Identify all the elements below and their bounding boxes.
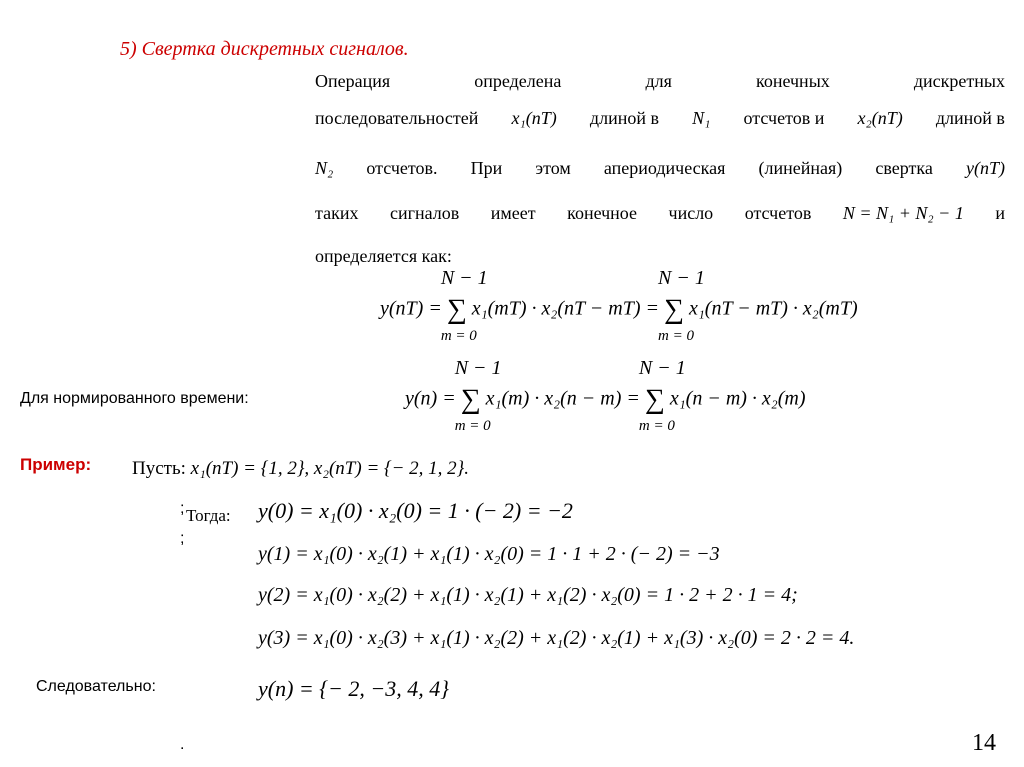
page-number: 14 bbox=[972, 730, 996, 756]
sum-symbol: ∑ N − 1 m = 0 bbox=[440, 267, 488, 344]
sum-symbol: ∑ N − 1 m = 0 bbox=[638, 357, 686, 434]
formula-normalized-term2: x₁(n − m) · x₂(m) bbox=[669, 387, 806, 410]
footer-dot: . bbox=[180, 736, 185, 753]
formula-main bbox=[380, 267, 858, 344]
sum-symbol: ∑ N − 1 m = 0 bbox=[657, 267, 705, 344]
example-eq-1: y(1) = x₁(0) · x₂(1) + x₁(1) · x₂(0) = 1 · 1 + 2 · (− 2) = −3 bbox=[258, 543, 720, 565]
paragraph-line-4: таких сигналов имеет конечное число отсчетов N = N₁ + N₂ − 1 и bbox=[315, 203, 1005, 223]
formula-normalized bbox=[405, 357, 806, 434]
conclusion-expr: y(n) = {− 2, −3, 4, 4} bbox=[258, 676, 450, 701]
sum-symbol: ∑ N − 1 m = 0 bbox=[454, 357, 502, 434]
then-prefix-mark: ; bbox=[180, 500, 185, 517]
example-eq-0: y(0) = x₁(0) · x₂(0) = 1 · (− 2) = −2 bbox=[258, 498, 573, 523]
paragraph-line-3: N₂ отсчетов. При этом апериодическая (линейная) свертка y(nT) bbox=[315, 158, 1005, 178]
section-heading: 5) Свертка дискретных сигналов. bbox=[120, 38, 409, 60]
paragraph-line-5: определяется как: bbox=[315, 246, 452, 266]
paragraph-line-1: Операция определена для конечных дискретных bbox=[315, 71, 1005, 91]
conclusion-label: Следовательно: bbox=[36, 678, 156, 695]
example-eq-3: y(3) = x₁(0) · x₂(3) + x₁(1) · x₂(2) + x₁(2) · x₂(1) + x₁(3) · x₂(0) = 2 · 2 = 4. bbox=[258, 627, 855, 649]
stray-semicolon: ; bbox=[180, 530, 185, 547]
formula-main-term2: x₁(nT − mT) · x₂(mT) bbox=[688, 297, 858, 320]
formula-main-lhs: y(nT) = bbox=[380, 297, 442, 320]
example-label: Пример: bbox=[20, 455, 92, 474]
formula-normalized-term1: x₁(m) · x₂(n − m) = bbox=[485, 387, 640, 410]
example-eq-2: y(2) = x₁(0) · x₂(2) + x₁(1) · x₂(1) + x₁(2) · x₂(0) = 1 · 2 + 2 · 1 = 4; bbox=[258, 584, 798, 606]
formula-normalized-lhs: y(n) = bbox=[405, 387, 456, 410]
formula-main-term1: x₁(mT) · x₂(nT − mT) = bbox=[471, 297, 659, 320]
example-let: Пусть: x₁(nT) = {1, 2}, x₂(nT) = {− 2, 1, 2}. bbox=[132, 458, 470, 479]
paragraph-line-2: последовательностей x₁(nT) длиной в N₁ отсчетов и x₂(nT) длиной в bbox=[315, 108, 1005, 128]
normalized-label: Для нормированного времени: bbox=[20, 390, 249, 407]
then-word: Тогда: bbox=[186, 506, 231, 525]
